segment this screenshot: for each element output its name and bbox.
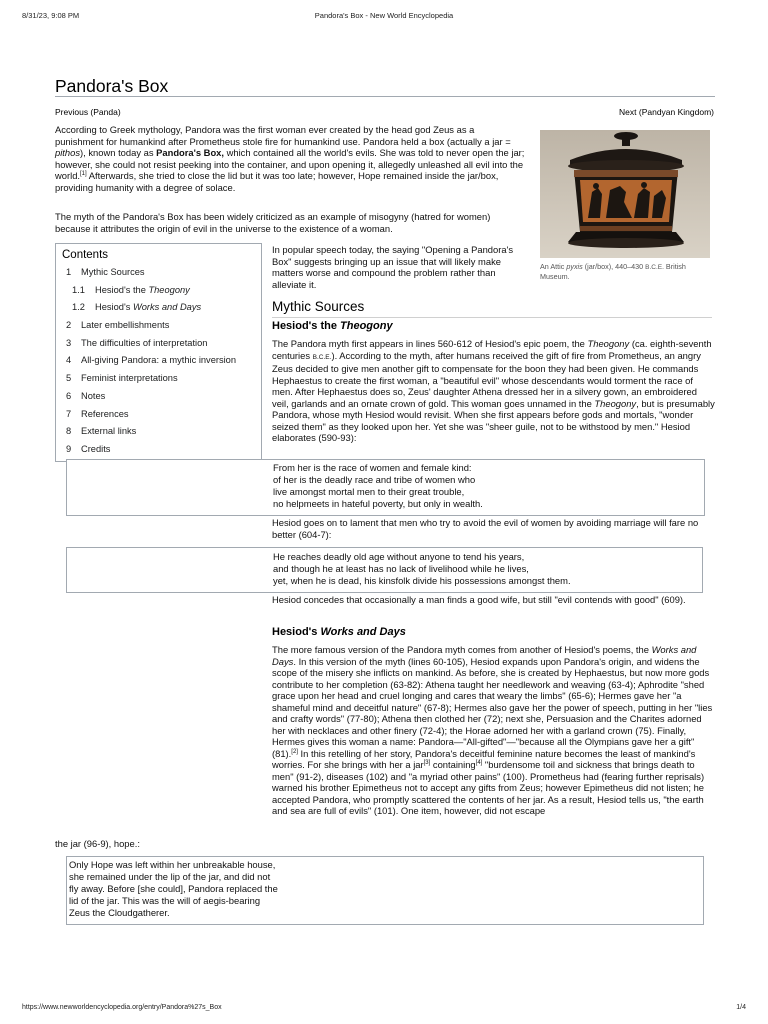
previous-article-link[interactable]: Previous (Panda): [55, 107, 121, 117]
theogony-paragraph-1: The Pandora myth first appears in lines 560-612 of Hesiod's epic poem, the Theogony (ca. eighth-seventh centuries B.C.E.). According to the myth, after humans received the gift of fire from Prometheus, an angry Zeus decided to give men another gift to compensate for the boon they had been given. He commands Hephaestus to create the first woman, a "beautiful evil" whose descendants would torment the race of men. After Hephaestus does so, Zeus' daughter Athena dressed her in a silvery gown, an embroidered veil, garlands and an ornate crown of gold. This woman goes unnamed in the Theogony, but is presumably Pandora, whose myth Hesiod would revisit. When she first appears before gods and mortals, "wonder seized them" as they looked upon her. Yet she was "sheer guile, not to be withstood by men." Hesiod elaborates (590-93):: [272, 338, 715, 443]
toc-item-mythic-sources[interactable]: 1 Mythic Sources: [66, 267, 145, 277]
quote-line: of her is the deadly race and tribe of women who: [273, 474, 476, 485]
toc-title: Contents: [62, 249, 109, 261]
pyxis-figure: [540, 130, 710, 281]
reference-link[interactable]: [3]: [423, 759, 431, 766]
quote-line: fly away. Before [she could], Pandora replaced the: [69, 883, 278, 894]
intro-paragraph-2: The myth of the Pandora's Box has been widely criticized as an example of misogyny (hatred for women) because it attributes the origin of evil in the universe to the existence of a woman.: [55, 211, 491, 234]
reference-link[interactable]: [4]: [475, 759, 483, 766]
toc-item-later-embellishments[interactable]: 2 Later embellishments: [66, 320, 170, 331]
quote-line: live amongst mortal men to their great trouble,: [273, 486, 465, 497]
quote-line: yet, when he is dead, his kinsfolk divide his possessions amongst them.: [273, 575, 571, 586]
toc-item-credits[interactable]: 9 Credits: [66, 443, 111, 454]
blockquote-2: [66, 547, 703, 593]
reference-link[interactable]: [1]: [80, 170, 87, 177]
subheading-works-and-days: Hesiod's Works and Days: [272, 626, 406, 638]
print-datetime: 8/31/23, 9:08 PM: [22, 11, 80, 20]
section-divider: [272, 317, 712, 318]
theogony-paragraph-2: Hesiod goes on to lament that men who try to avoid the evil of women by avoiding marriage will fare no better (604-7):: [272, 517, 699, 540]
toc-item-notes[interactable]: 6 Notes: [66, 390, 106, 401]
popular-speech-paragraph: In popular speech today, the saying "Opening a Pandora's Box" suggests bringing up an issue that will likely make matters worse and compound the problem rather than alleviate it.: [272, 244, 514, 290]
title-divider: [55, 96, 715, 97]
page-title: Pandora's Box: [55, 76, 169, 96]
toc-item-references[interactable]: 7 References: [66, 408, 129, 419]
figure-caption: An Attic pyxis (jar/box), 440–430 B.C.E. British Museum.: [540, 262, 686, 281]
works-and-days-paragraph: The more famous version of the Pandora myth comes from another of Hesiod's poems, the Works and Days. In this version of the myth (lines 60-105), Hesiod expands upon Pandora's origin, and widens the scope of the misery she inflicts on mankind. As before, she is created by Hephaestus, but now more gods contribute to her completion (63-82): Athena taught her needlework and weaving (63-4); Aphrodite "shed grace upon her head and cruel longing and cares that weary the limbs" (65-6); Hermes gave her "a shameful mind and deceitful nature" (67-8); Hermes also gave her the power of speech, putting in her "lies and crafty words" (77-80); Athena then clothed her (72); next she, Persuasion and the Charites adorned her with necklaces and other finery (72-4); the Horae adorned her with a garland crown (75). Finally, Hermes gives this woman a name: Pandora—"All-gifted"—"because all the Olympians gave her a gift" (81).[2] In this retelling of her story, Pandora's deceitful feminine nature becomes the least of mankind's worries. For she brings with her a jar[3] containing[4] "burdensome toil and sickness that brings death to men" (91-2), diseases (102) and "a myriad other pains" (100). Prometheus had (fearing further reprisals) warned his brother Epimetheus not to accept any gifts from Zeus; however Epimetheus did not listen; he accepted Pandora, who promptly scattered the contents of her jar. As a result, Hesiod tells us, "the earth and sea are full of evils" (101). One item, however, did not escape: [272, 644, 713, 816]
table-of-contents: [55, 243, 262, 462]
quote-line: Only Hope was left within her unbreakable house,: [69, 859, 276, 870]
toc-item-all-giving-pandora[interactable]: 4 All-giving Pandora: a mythic inversion: [66, 355, 237, 366]
section-heading-mythic-sources: Mythic Sources: [272, 299, 365, 314]
toc-item-feminist[interactable]: 5 Feminist interpretations: [66, 373, 178, 384]
quote-line: He reaches deadly old age without anyone to tend his years,: [273, 551, 525, 562]
intro-paragraph-1: According to Greek mythology, Pandora was the first woman ever created by the head god Zeus as a punishment for humankind after Prometheus stole fire for humankind use. Pandora held a box (actually a jar = pithos), known today as Pandora's Box, which contained all the world's evils. She was told to never open the jar; however, she could not resist peeking into the container, and upon opening it, allegedly unleashed all evil into the world.[1] Afterwards, she tried to close the lid but it was too late; however, Hope remained inside the jar/box, providing humanity with a degree of solace.: [55, 124, 525, 193]
reference-link[interactable]: [2]: [291, 748, 298, 755]
toc-item-difficulties[interactable]: 3 The difficulties of interpretation: [66, 337, 208, 348]
pyxis-vase-illustration: [540, 130, 710, 258]
toc-item-theogony[interactable]: 1.1 Hesiod's the Theogony: [72, 284, 190, 295]
quote-line: no helpmeets in hateful poverty, but only in wealth.: [273, 498, 483, 509]
quote-line: lid of the jar. This was the will of aegis-bearing: [69, 895, 261, 906]
quote-line: and though he at least has no lack of livelihood while he lives,: [273, 563, 529, 574]
next-article-link[interactable]: Next (Pandyan Kingdom): [619, 107, 714, 117]
quote-line: From her is the race of women and female kind:: [273, 462, 472, 473]
toc-item-works-and-days[interactable]: 1.2 Hesiod's Works and Days: [72, 302, 202, 313]
print-page-title: Pandora's Box - New World Encyclopedia: [314, 11, 454, 20]
quote-line: Zeus the Cloudgatherer.: [69, 907, 170, 918]
blockquote-3: [66, 856, 704, 925]
subheading-theogony: Hesiod's the Theogony: [272, 320, 393, 332]
works-and-days-tail: the jar (96-9), hope.:: [55, 838, 140, 849]
blockquote-1: [66, 459, 705, 516]
print-url: https://www.newworldencyclopedia.org/entry/Pandora%27s_Box: [22, 1004, 222, 1011]
print-page-number: 1/4: [736, 1004, 746, 1011]
quote-line: she remained under the lip of the jar, and did not: [69, 871, 271, 882]
toc-item-external-links[interactable]: 8 External links: [66, 426, 137, 437]
pyxis-image[interactable]: [540, 130, 710, 258]
theogony-paragraph-3: Hesiod concedes that occasionally a man finds a good wife, but still "evil contends with good" (609).: [272, 594, 686, 605]
